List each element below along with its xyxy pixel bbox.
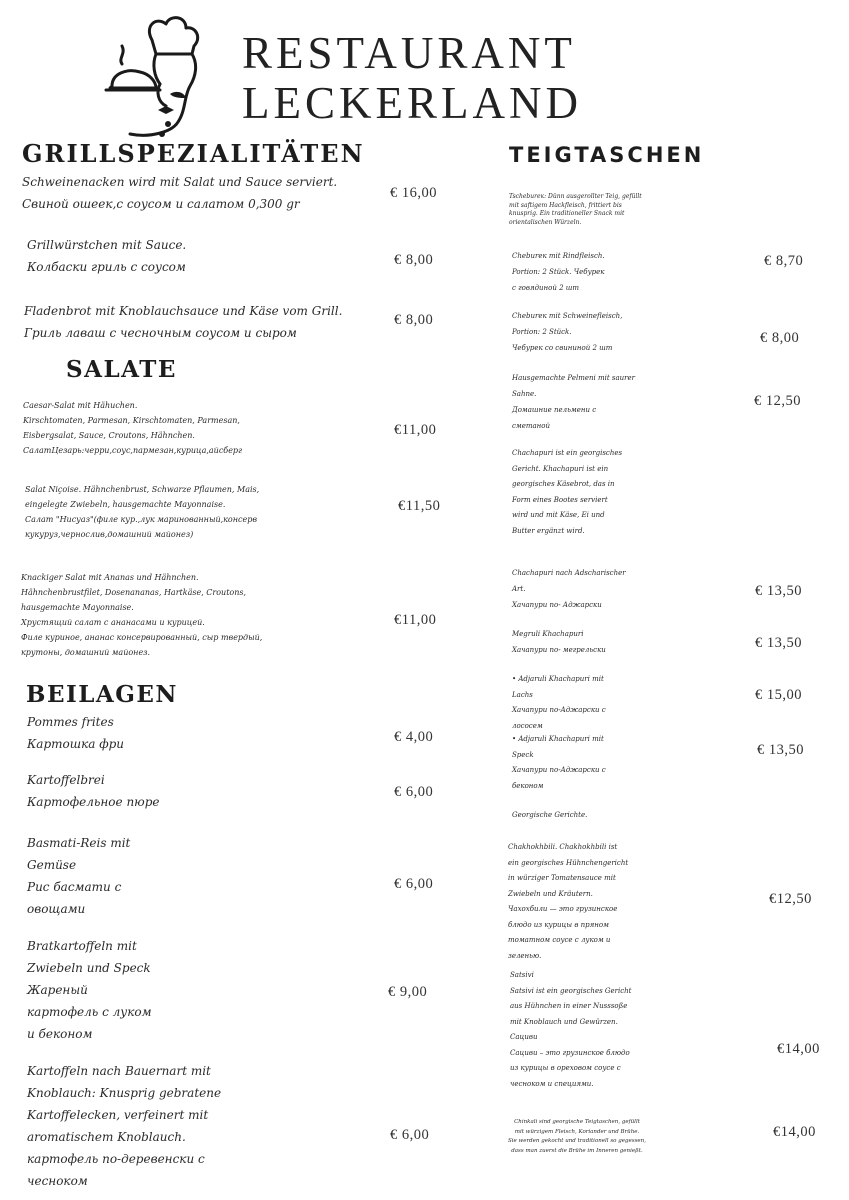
- item-text: Knackiger Salat mit Ananas und Hähnchen.: [21, 573, 199, 582]
- grill-item-1: [22, 171, 337, 215]
- item-text: Fladenbrot mit Knoblauchsauce und Käse vom Grill.: [24, 304, 343, 318]
- item-text: Chebureк mit Rindfleisch.: [512, 252, 605, 260]
- item-text: mit würzigem Fleisch, Koriander und Brühe.: [514, 1128, 640, 1135]
- grill-item-3: [24, 300, 342, 344]
- teigtaschen-item-5: [512, 565, 626, 613]
- item-text: Pommes frites: [27, 715, 114, 729]
- item-text: Sahne.: [512, 390, 537, 398]
- item-text: • Adjaruli Khachapuri mit: [512, 735, 604, 743]
- item-text: Гриль лаваш с чесночным соусом и сыром: [24, 326, 297, 340]
- section-heading-grill: GRILLSPEZIALITÄTEN: [22, 139, 365, 168]
- item-text: Form eines Bootes serviert: [512, 495, 608, 504]
- item-text: Хачапури по-Аджарски с: [512, 706, 606, 714]
- item-text: aromatischem Knoblauch.: [27, 1130, 186, 1144]
- item-text: Georgische Gerichte.: [512, 811, 588, 819]
- item-text: Chachapuri nach Adscharischer: [512, 569, 626, 577]
- side-item-1: [27, 711, 124, 755]
- georgische-gerichte-label: [512, 808, 587, 823]
- item-text: wird und mit Käse, Ei und: [512, 511, 605, 519]
- section-heading-teigtaschen: TEIGTASCHEN: [509, 143, 705, 167]
- item-text: Хачапури по-Аджарски с: [512, 766, 606, 774]
- item-text: Salat Niçoise. Hähnchenbrust, Schwarze Pflaumen, Mais,: [25, 485, 260, 494]
- item-text: Рис басмати с: [27, 880, 122, 894]
- item-text: Сациви – это грузинское блюдо: [510, 1048, 630, 1057]
- item-text: Megruli Khachapuri: [512, 630, 584, 638]
- item-text: кукуруз,чернослив,домашний майонез): [25, 530, 194, 539]
- item-text: Чебурек со свининой 2 шт: [512, 344, 613, 352]
- item-text: Колбаски гриль с соусом: [27, 260, 186, 274]
- item-text: Хрустящий салат с ананасами и курицей.: [21, 618, 205, 627]
- item-text: Eisbergsalat, Sauce, Croutons, Hähnchen.: [23, 431, 195, 440]
- item-text: Hausgemachte Pelmeni mit saurer: [512, 374, 635, 382]
- price: € 8,00: [394, 312, 434, 328]
- item-text: ein georgisches Hühnchengericht: [508, 858, 629, 867]
- item-text: Bratkartoffeln mit: [27, 939, 137, 953]
- item-text: Kartoffelbrei: [27, 773, 105, 787]
- item-text: Chinkali sind georgische Teigtaschen, gefüllt: [514, 1119, 640, 1125]
- item-text: Schweinenacken wird mit Salat und Sauce serviert.: [22, 175, 338, 189]
- item-text: mit Knoblauch und Gewürzen.: [510, 1017, 618, 1026]
- item-text: hausgemachte Mayonnaise.: [21, 603, 134, 612]
- item-text: Hähnchenbrustfilet, Dosenananas, Hartkäse, Croutons,: [21, 588, 247, 597]
- teigtaschen-item-12: [503, 1118, 651, 1156]
- item-text: Zwiebeln und Kräutern.: [508, 889, 593, 898]
- item-text: Домашние пельмени с: [512, 406, 597, 414]
- item-text: из курицы в ореховом соусе с: [510, 1064, 621, 1072]
- section-heading-beilagen: BEILAGEN: [26, 681, 178, 708]
- price: €11,50: [398, 498, 441, 514]
- price: € 6,00: [394, 784, 434, 800]
- item-text: Knoblauch: Knusprig gebratene: [27, 1086, 222, 1100]
- item-text: georgisches Käsebrot, das in: [512, 480, 615, 488]
- teigtaschen-item-6: [512, 626, 606, 658]
- item-text: Филе куриное, ананас консервированный, сыр твердый,: [21, 633, 263, 642]
- item-text: Chebureк mit Schweinefleisch,: [512, 312, 623, 320]
- item-text: Zwiebeln und Speck: [27, 961, 151, 975]
- intro-text: orientalischen Würzeln.: [509, 218, 582, 226]
- teigtaschen-item-4: [512, 446, 642, 539]
- item-text: и беконом: [27, 1027, 93, 1041]
- salad-item-2: [25, 482, 259, 542]
- section-heading-salate: SALATE: [66, 356, 177, 383]
- price: € 13,50: [755, 583, 802, 599]
- teigtaschen-item-11: [510, 968, 631, 1092]
- price: € 13,50: [755, 635, 802, 651]
- item-text: • Adjaruli Khachapuri mit: [512, 675, 604, 683]
- price: € 8,00: [394, 252, 434, 268]
- teigtaschen-intro: [509, 193, 642, 227]
- price: €11,00: [394, 612, 437, 628]
- item-text: овощами: [27, 902, 86, 916]
- item-text: eingelegte Zwiebeln, hausgemachte Mayonnaise.: [25, 500, 226, 509]
- side-item-3: [27, 832, 130, 920]
- item-text: Жареный: [27, 983, 88, 997]
- item-text: Chakhokhbili. Chakhokhbili ist: [508, 843, 618, 851]
- item-text: блюдо из курицы в пряном: [508, 920, 609, 929]
- chef-logo-icon: [100, 14, 212, 146]
- side-item-2: [27, 769, 160, 813]
- side-item-4: [27, 935, 152, 1045]
- price: € 9,00: [388, 984, 428, 1000]
- item-text: томатном соусе с луком и: [508, 936, 611, 944]
- item-text: беконом: [512, 781, 544, 790]
- intro-text: Tschebureк: Dünn ausgerollter Teig, gefüllt: [509, 193, 642, 200]
- restaurant-title: [242, 28, 582, 128]
- item-text: Speck: [512, 750, 534, 759]
- item-text: Kartoffeln nach Bauernart mit: [27, 1064, 211, 1078]
- grill-item-2: [27, 234, 186, 278]
- item-text: Caesar-Salat mit Hähuchen.: [23, 401, 138, 410]
- item-text: сметаной: [512, 422, 551, 430]
- item-text: Butter ergänzt wird.: [512, 526, 585, 535]
- teigtaschen-item-2: [512, 308, 622, 356]
- item-text: лососем: [512, 721, 543, 730]
- teigtaschen-item-10: [508, 840, 646, 964]
- item-text: Sie werden gekocht und traditionell so gegessen,: [508, 1138, 646, 1144]
- price: € 6,00: [394, 876, 434, 892]
- price: € 4,00: [394, 729, 434, 745]
- price: €14,00: [777, 1041, 820, 1057]
- item-text: Chachapuri ist ein georgisches: [512, 449, 623, 457]
- item-text: Kartoffelecken, verfeinert mit: [27, 1108, 209, 1122]
- teigtaschen-item-1: [512, 248, 605, 296]
- price: € 15,00: [755, 687, 802, 703]
- price: €12,50: [769, 891, 812, 907]
- price: €14,00: [773, 1124, 816, 1140]
- price: € 8,70: [764, 253, 804, 269]
- item-text: Art.: [512, 585, 526, 593]
- item-text: dass man zuerst die Brühe im Inneren genießt.: [511, 1147, 643, 1154]
- item-text: Салат "Нисуаз"(филе кур.,лук маринованный,консерв: [25, 515, 258, 524]
- item-text: Хачапури по- мегрельски: [512, 646, 606, 654]
- item-text: aus Hühnchen in einer Nusssoße: [510, 1002, 628, 1010]
- item-text: Basmati-Reis mit: [27, 836, 131, 850]
- item-text: Portion: 2 Stück.: [512, 328, 572, 336]
- item-text: картофель с луком: [27, 1005, 152, 1019]
- item-text: Satsivi: [510, 971, 534, 979]
- item-text: Сациви: [510, 1033, 538, 1041]
- item-text: Grillwürstchen mit Sauce.: [27, 238, 187, 252]
- item-text: Картофельное пюре: [27, 795, 160, 809]
- item-text: Satsivi ist ein georgisches Gericht: [510, 986, 632, 995]
- item-text: Gemüse: [27, 858, 77, 872]
- price: € 13,50: [757, 742, 804, 758]
- teigtaschen-item-8: [512, 732, 606, 794]
- item-text: чесноком: [27, 1174, 88, 1188]
- price: € 16,00: [390, 185, 437, 201]
- price: € 6,00: [390, 1127, 430, 1143]
- item-text: in würziger Tomatensauce mit: [508, 874, 616, 882]
- intro-text: mit saftigem Hackfleisch, frittiert bis: [509, 201, 622, 209]
- salad-item-1: [23, 398, 242, 458]
- item-text: Картошка фри: [27, 737, 125, 751]
- item-text: чесноком и специями.: [510, 1079, 594, 1088]
- item-text: Kirschtomaten, Parmesan, Kirschtomaten, Parmesan,: [23, 416, 240, 425]
- item-text: Gericht. Khachapuri ist ein: [512, 464, 609, 473]
- title-line-2: LECKERLAND: [242, 78, 582, 128]
- item-text: СалатЦезарь:черри,соус,пармезан,курица,айсберг: [23, 446, 243, 455]
- item-text: Свиной ошеек,с соусом и салатом 0,300 gr: [22, 197, 300, 211]
- item-text: Чахохбили — это грузинское: [508, 905, 618, 913]
- item-text: картофель по-деревенски с: [27, 1152, 205, 1166]
- item-text: крутоны, домашний майонез.: [21, 648, 151, 657]
- item-text: Lachs: [512, 690, 533, 699]
- teigtaschen-item-7: [512, 672, 606, 734]
- price: €11,00: [394, 422, 437, 438]
- item-text: Хачапури по- Аджарски: [512, 601, 602, 609]
- price: € 12,50: [754, 393, 801, 409]
- salad-item-3: [21, 570, 262, 660]
- side-item-5: [27, 1060, 221, 1192]
- item-text: зеленью.: [508, 951, 542, 960]
- teigtaschen-item-3: [512, 370, 635, 434]
- intro-text: knusprig. Ein traditioneller Snack mit: [509, 210, 625, 217]
- price: € 8,00: [760, 330, 800, 346]
- item-text: с говядиной 2 шт: [512, 284, 580, 292]
- item-text: Portion: 2 Stück. Чебурек: [512, 268, 605, 276]
- title-line-1: RESTAURANT: [242, 28, 576, 78]
